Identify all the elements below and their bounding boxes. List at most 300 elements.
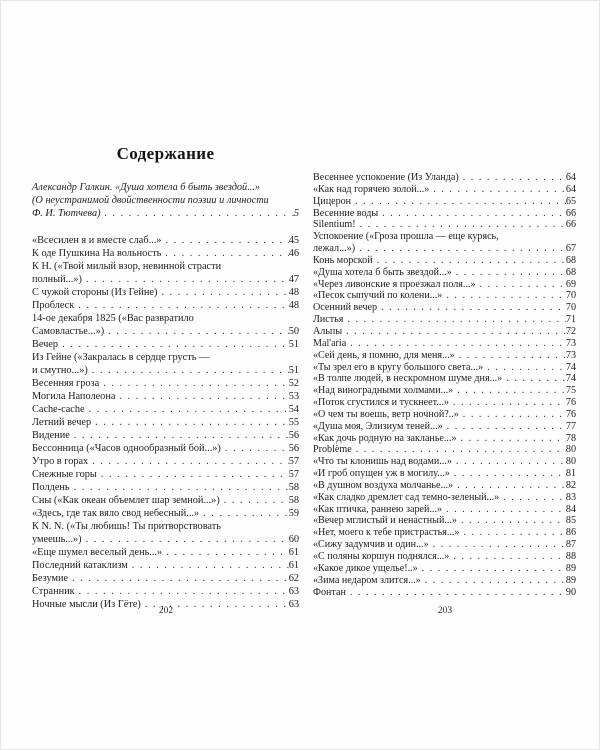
- toc-entry-row: [313, 421, 576, 433]
- toc-entry-row: [32, 273, 299, 286]
- dot-leader: [421, 575, 566, 587]
- page-number: 88: [565, 551, 576, 562]
- page-number: 51: [288, 339, 299, 350]
- toc-entry-row: [313, 290, 576, 302]
- toc-entry: [313, 196, 576, 208]
- toc-entry-row: [313, 279, 576, 291]
- dot-leader: [502, 373, 566, 385]
- toc-entry-title: «С поляны коршун поднялся...»: [313, 551, 450, 562]
- dot-leader: [449, 551, 566, 563]
- page-number: 56: [288, 430, 299, 441]
- page-number: 66: [565, 207, 576, 219]
- page-number: 48: [288, 300, 299, 311]
- toc-entry-row: [32, 390, 299, 403]
- toc-entry: [313, 290, 576, 302]
- dot-leader: [449, 397, 566, 409]
- dot-leader: [161, 234, 288, 247]
- dot-leader: [221, 442, 289, 455]
- page-number: 59: [288, 508, 299, 519]
- folio-right: 203: [437, 606, 453, 616]
- toc-entry: [32, 416, 299, 429]
- page-number: 52: [288, 378, 299, 389]
- toc-entry: [32, 234, 299, 247]
- dot-leader: [162, 546, 289, 559]
- toc-entry-row: [32, 455, 299, 468]
- toc-entry: [32, 507, 299, 520]
- toc-entry-row: [32, 468, 299, 481]
- toc-entry-title: «Ты зрел его в кругу большого света...»: [313, 361, 484, 373]
- page-number: 68: [565, 254, 576, 266]
- dot-leader: [429, 539, 566, 551]
- dot-leader: [499, 492, 566, 504]
- toc-entry-row: [32, 572, 299, 585]
- toc-entry-title: Самовластье...»): [32, 326, 105, 337]
- toc-entry-title: «Поток сгустился и тускнеет...»: [313, 397, 449, 409]
- toc-entry: [313, 480, 576, 492]
- toc-entry-title: Полдень: [32, 482, 70, 493]
- toc-entry: [313, 350, 576, 362]
- toc-entry-line: К N. N. («Ты любишь! Ты притворствовать: [32, 521, 221, 532]
- toc-entry-row: [313, 563, 576, 575]
- toc-entry-title: «Как дочь родную на закланье...»: [313, 432, 457, 444]
- dot-leader: [476, 279, 566, 291]
- toc-entry-row: [313, 208, 576, 220]
- page-number: 64: [565, 183, 576, 195]
- toc-entry-title: Странник: [32, 586, 75, 597]
- page-number: 74: [565, 361, 576, 373]
- toc-entry-title: «Нет, моего к тебе пристрастья...»: [313, 527, 460, 539]
- toc-entry-row: [313, 314, 576, 326]
- toc-entry: [32, 247, 299, 260]
- page-number: 87: [565, 539, 576, 551]
- toc-entry: [313, 587, 576, 599]
- toc-entry-title: «Что ты клонишь над водами...»: [313, 456, 452, 468]
- toc-entry: [313, 456, 576, 468]
- toc-entry: [32, 377, 299, 390]
- dot-leader: [429, 184, 566, 196]
- dot-leader: [356, 219, 566, 231]
- toc-entry-row: [313, 515, 576, 527]
- toc-entry-row: [32, 403, 299, 416]
- toc-entry-title: «Как сладко дремлет сад темно-зеленый...»: [313, 491, 500, 503]
- toc-entry-row: [313, 551, 576, 563]
- page-number: 81: [565, 468, 576, 480]
- page-number: 57: [288, 456, 299, 467]
- toc-entry-line: Александр Галкин. «Душа хотела б быть звездой...»: [32, 182, 261, 193]
- dot-leader: [483, 362, 566, 374]
- toc-entry-row: [313, 338, 576, 350]
- dot-leader: [453, 385, 566, 397]
- toc-entry: [313, 184, 576, 196]
- toc-column-right: [313, 172, 576, 598]
- page-number: 54: [288, 404, 299, 415]
- toc-entry-title: Цицерон: [313, 195, 352, 207]
- dot-leader: [342, 326, 566, 338]
- toc-entry-row: [313, 456, 576, 468]
- toc-entry-title: Осенний вечер: [313, 302, 378, 314]
- toc-entry-line: (О неустранимой двойственности поэзии и личности: [32, 195, 269, 206]
- page-number: 76: [565, 408, 576, 420]
- toc-entry-row: [32, 507, 299, 520]
- toc-entry: [32, 312, 299, 338]
- toc-entry-row: [32, 416, 299, 429]
- toc-entry: [32, 260, 299, 286]
- toc-entry-row: [313, 504, 576, 516]
- dot-leader: [104, 325, 289, 338]
- toc-entry-row: [313, 492, 576, 504]
- toc-entry: [32, 546, 299, 559]
- toc-entry: [32, 390, 299, 403]
- toc-entry-row: [313, 480, 576, 492]
- toc-entry-title: «Всесилен я и вместе слаб...»: [32, 235, 162, 246]
- toc-entry: [32, 585, 299, 598]
- toc-entry: [313, 338, 576, 350]
- dot-leader: [91, 416, 289, 429]
- dot-leader: [70, 429, 289, 442]
- toc-entry-title: «Какое дикое ущелье!..»: [313, 562, 418, 574]
- toc-entry-title: «В толпе людей, в нескромном шуме дня...»: [313, 373, 503, 385]
- toc-entry: [313, 326, 576, 338]
- toc-entry-title: «О чем ты воешь, ветр ночной?..»: [313, 408, 459, 420]
- dot-leader: [453, 480, 566, 492]
- dot-leader: [378, 208, 566, 220]
- page-number: 78: [565, 432, 576, 444]
- toc-entry-title: Весенние воды: [313, 207, 379, 219]
- toc-entry-title: Problème: [313, 444, 352, 456]
- toc-entry-title: Mal'aria: [313, 337, 347, 349]
- toc-entry-row: [32, 286, 299, 299]
- toc-entry-title: Последний катаклизм: [32, 560, 128, 571]
- toc-entry: [313, 492, 576, 504]
- toc-entry-line: Из Гейне («Закралась в сердце грусть —: [32, 352, 210, 363]
- page-number: 65: [565, 195, 576, 207]
- toc-entry: [32, 299, 299, 312]
- page-number: 53: [288, 391, 299, 402]
- dot-leader: [157, 286, 288, 299]
- toc-entry: [313, 172, 576, 184]
- toc-entry-title: Альпы: [313, 325, 343, 337]
- toc-entry: [32, 181, 299, 220]
- toc-entry-title: «Душа хотела б быть звездой...»: [313, 266, 452, 278]
- toc-entry-row: [313, 468, 576, 480]
- toc-entry: [313, 208, 576, 220]
- toc-entry-row: [313, 539, 576, 551]
- toc-entry: [313, 385, 576, 397]
- toc-intro: [32, 181, 299, 220]
- toc-entry: [32, 494, 299, 507]
- toc-entry-title: С чужой стороны (Из Гейне): [32, 287, 158, 298]
- toc-entry-row: [313, 409, 576, 421]
- dot-leader: [99, 377, 289, 390]
- toc-entry-row: [32, 585, 299, 598]
- toc-entry: [313, 527, 576, 539]
- toc-entry-row: [32, 299, 299, 312]
- toc-entry-row: [313, 575, 576, 587]
- dot-leader: [355, 243, 566, 255]
- page-number: 73: [565, 337, 576, 349]
- dot-leader: [101, 207, 294, 220]
- dot-leader: [457, 515, 566, 527]
- toc-entry-title: Бессонница («Часов однообразный бой...»): [32, 443, 221, 454]
- toc-entry-row: [313, 243, 576, 255]
- dot-leader: [442, 504, 566, 516]
- page-number: 47: [288, 274, 299, 285]
- toc-entry-row: [32, 494, 299, 507]
- toc-entry-row: [313, 184, 576, 196]
- toc-entry-title: умеешь...»): [32, 534, 82, 545]
- toc-entry-row: [32, 338, 299, 351]
- toc-entry-title: «Душа моя, Элизиум теней...»: [313, 420, 443, 432]
- toc-entry: [313, 409, 576, 421]
- toc-entry: [313, 563, 576, 575]
- toc-entry-title: «Зима недаром злится...»: [313, 574, 421, 586]
- toc-entry: [32, 572, 299, 585]
- toc-entry-row: [32, 481, 299, 494]
- dot-leader: [373, 255, 566, 267]
- page-number: 51: [288, 365, 299, 376]
- dot-leader: [352, 444, 566, 456]
- toc-entry: [313, 397, 576, 409]
- toc-entry-title: Весенняя гроза: [32, 378, 100, 389]
- toc-entry-title: Silentium!: [313, 219, 356, 231]
- page-number: 76: [565, 397, 576, 409]
- toc-entry: [32, 286, 299, 299]
- toc-entry-row: [32, 207, 299, 220]
- toc-entry-row: [32, 442, 299, 455]
- dot-leader: [452, 267, 566, 279]
- toc-entry-row: [313, 397, 576, 409]
- dot-leader: [220, 494, 289, 507]
- toc-entry-title: Снежные горы: [32, 469, 97, 480]
- page-number: 90: [565, 586, 576, 598]
- toc-entry-row: [32, 546, 299, 559]
- dot-leader: [346, 338, 566, 350]
- dot-leader: [452, 456, 566, 468]
- dot-leader: [455, 350, 566, 362]
- toc-entry: [32, 351, 299, 377]
- toc-entry-title: полный...»): [32, 274, 82, 285]
- toc-entry-row: [313, 385, 576, 397]
- dot-leader: [88, 455, 288, 468]
- toc-entry-title: «Сей день, я помню, для меня...»: [313, 349, 455, 361]
- toc-entry-row: [313, 587, 576, 599]
- page-number: 61: [288, 547, 299, 558]
- toc-entry-row: [313, 362, 576, 374]
- toc-entry-row: [313, 267, 576, 279]
- dot-leader: [459, 172, 566, 184]
- toc-entry-row: [32, 429, 299, 442]
- toc-entry-row: [32, 325, 299, 338]
- dot-leader: [418, 563, 566, 575]
- dot-leader: [128, 559, 289, 572]
- dot-leader: [82, 273, 289, 286]
- page-number: 60: [288, 534, 299, 545]
- dot-leader: [377, 302, 566, 314]
- page-number: 58: [288, 482, 299, 493]
- dot-leader: [459, 409, 566, 421]
- toc-entry-row: [32, 247, 299, 260]
- dot-leader: [70, 481, 289, 494]
- page-number: 64: [565, 172, 576, 183]
- toc-entry: [32, 520, 299, 546]
- toc-entry: [313, 255, 576, 267]
- dot-leader: [351, 196, 566, 208]
- toc-left-entries: [32, 234, 299, 611]
- toc-entry-title: Листья: [313, 314, 344, 326]
- dot-leader: [88, 364, 289, 377]
- page-number: 46: [288, 248, 299, 259]
- toc-entry-row: [313, 444, 576, 456]
- toc-entry-title: Ночные мысли (Из Гёте): [32, 599, 141, 610]
- dot-leader: [58, 338, 289, 351]
- toc-entry-line: 14-ое декабря 1825 («Вас развратило: [32, 313, 194, 324]
- dot-leader: [161, 247, 288, 260]
- toc-entry-row: [32, 377, 299, 390]
- toc-entry: [32, 403, 299, 416]
- toc-entry: [313, 468, 576, 480]
- toc-entry: [313, 575, 576, 587]
- page-number: 86: [565, 527, 576, 539]
- page-number: 83: [565, 491, 576, 503]
- toc-entry-row: [32, 533, 299, 546]
- page-number: 82: [565, 479, 576, 491]
- page-number: 70: [565, 302, 576, 314]
- toc-entry: [32, 559, 299, 572]
- toc-entry-title: Ф. И. Тютчева): [32, 208, 101, 219]
- toc-entry-title: Cache-cache: [32, 404, 85, 415]
- toc-entry: [313, 231, 576, 255]
- toc-entry-title: Фонтан: [313, 586, 346, 598]
- toc-right-entries: [313, 172, 576, 598]
- toc-entry-row: [313, 527, 576, 539]
- toc-entry-title: «Через ливонские я проезжал поля...»: [313, 278, 476, 290]
- toc-entry: [32, 468, 299, 481]
- page-number: 55: [288, 417, 299, 428]
- page-number: 85: [565, 515, 576, 527]
- toc-entry: [32, 481, 299, 494]
- page-number: 63: [288, 586, 299, 597]
- page-number: 70: [565, 290, 576, 302]
- page-number: 84: [565, 503, 576, 515]
- toc-entry-row: [313, 196, 576, 208]
- page-title: Содержание: [116, 144, 215, 163]
- page-number: 45: [288, 235, 299, 246]
- page-number: 62: [288, 573, 299, 584]
- toc-entry: [313, 279, 576, 291]
- toc-entry-title: «Как птичка, раннею зарей...»: [313, 503, 443, 515]
- toc-entry: [313, 551, 576, 563]
- toc-entry-title: лежал...»): [313, 243, 356, 255]
- toc-entry-title: «Здесь, где так вяло свод небесный...»: [32, 508, 200, 519]
- dot-leader: [450, 468, 566, 480]
- page-number: 69: [565, 278, 576, 290]
- toc-entry-title: «Еще шумел веселый день...»: [32, 547, 163, 558]
- dot-leader: [442, 290, 566, 302]
- toc-entry-row: [313, 350, 576, 362]
- page-number: 61: [288, 560, 299, 571]
- page-number: 73: [565, 349, 576, 361]
- toc-column-left: [32, 181, 299, 611]
- dot-leader: [75, 585, 289, 598]
- toc-entry-title: «Сижу задумчив и один...»: [313, 539, 429, 551]
- toc-entry: [313, 314, 576, 326]
- page-number: 89: [565, 562, 576, 574]
- toc-entry-title: «И гроб опущен уж в могилу...»: [313, 468, 450, 480]
- dot-leader: [74, 299, 288, 312]
- page-number: 63: [288, 599, 299, 610]
- page-number: 57: [288, 469, 299, 480]
- page-number: 58: [288, 495, 299, 506]
- toc-entry-row: [32, 234, 299, 247]
- folio-left: 202: [158, 606, 174, 616]
- toc-entry-title: «Над виноградными холмами...»: [313, 385, 454, 397]
- toc-entry-row: [313, 302, 576, 314]
- toc-entry-title: Конь морской: [313, 254, 373, 266]
- page-number: 74: [565, 373, 576, 385]
- page-number: 56: [288, 443, 299, 454]
- dot-leader: [68, 572, 289, 585]
- toc-entry: [313, 302, 576, 314]
- toc-entry-title: «Как над горячею золой...»: [313, 183, 430, 195]
- toc-entry: [313, 515, 576, 527]
- toc-entry-title: «Вечер мглистый и ненастный...»: [313, 515, 457, 527]
- toc-entry-title: «Песок сыпучий по колени...»: [313, 290, 443, 302]
- page-number: 77: [565, 420, 576, 432]
- page-number: 80: [565, 456, 576, 468]
- dot-leader: [82, 533, 289, 546]
- toc-entry-row: [32, 559, 299, 572]
- toc-entry: [32, 455, 299, 468]
- toc-entry: [32, 429, 299, 442]
- dot-leader: [457, 433, 566, 445]
- toc-entry: [313, 362, 576, 374]
- toc-entry-row: [313, 433, 576, 445]
- page-number: 50: [288, 326, 299, 337]
- toc-entry: [313, 504, 576, 516]
- toc-entry-title: Безумие: [32, 573, 69, 584]
- page-number: 80: [565, 444, 576, 456]
- toc-entry: [32, 442, 299, 455]
- toc-entry-title: Вечер: [32, 339, 59, 350]
- toc-entry-line: Успокоение («Гроза прошла — еще курясь,: [313, 231, 499, 243]
- toc-entry-title: и смутно...»): [32, 365, 88, 376]
- dot-leader: [346, 587, 566, 599]
- toc-entry-title: К оде Пушкина На вольность: [32, 248, 162, 259]
- toc-entry-title: Проблеск: [32, 300, 75, 311]
- page-number: 68: [565, 266, 576, 278]
- page-number: 75: [565, 385, 576, 397]
- dot-leader: [85, 403, 289, 416]
- toc-entry: [313, 539, 576, 551]
- toc-entry-title: Весеннее успокоение (Из Уланда): [313, 172, 459, 183]
- page-number: 72: [565, 325, 576, 337]
- toc-entry-title: Сны («Как океан объемлет шар земной...»): [32, 495, 220, 506]
- page-number: 71: [565, 314, 576, 326]
- dot-leader: [199, 507, 289, 520]
- toc-entry: [313, 433, 576, 445]
- dot-leader: [115, 390, 288, 403]
- toc-entry-row: [313, 373, 576, 385]
- toc-entry-row: [313, 172, 576, 184]
- page-number: 66: [565, 219, 576, 231]
- toc-entry-row: [313, 255, 576, 267]
- toc-entry-row: [313, 219, 576, 231]
- page-number: 67: [565, 243, 576, 255]
- dot-leader: [97, 468, 289, 481]
- toc-entry-title: Летний вечер: [32, 417, 92, 428]
- toc-entry-row: [313, 326, 576, 338]
- dot-leader: [343, 314, 566, 326]
